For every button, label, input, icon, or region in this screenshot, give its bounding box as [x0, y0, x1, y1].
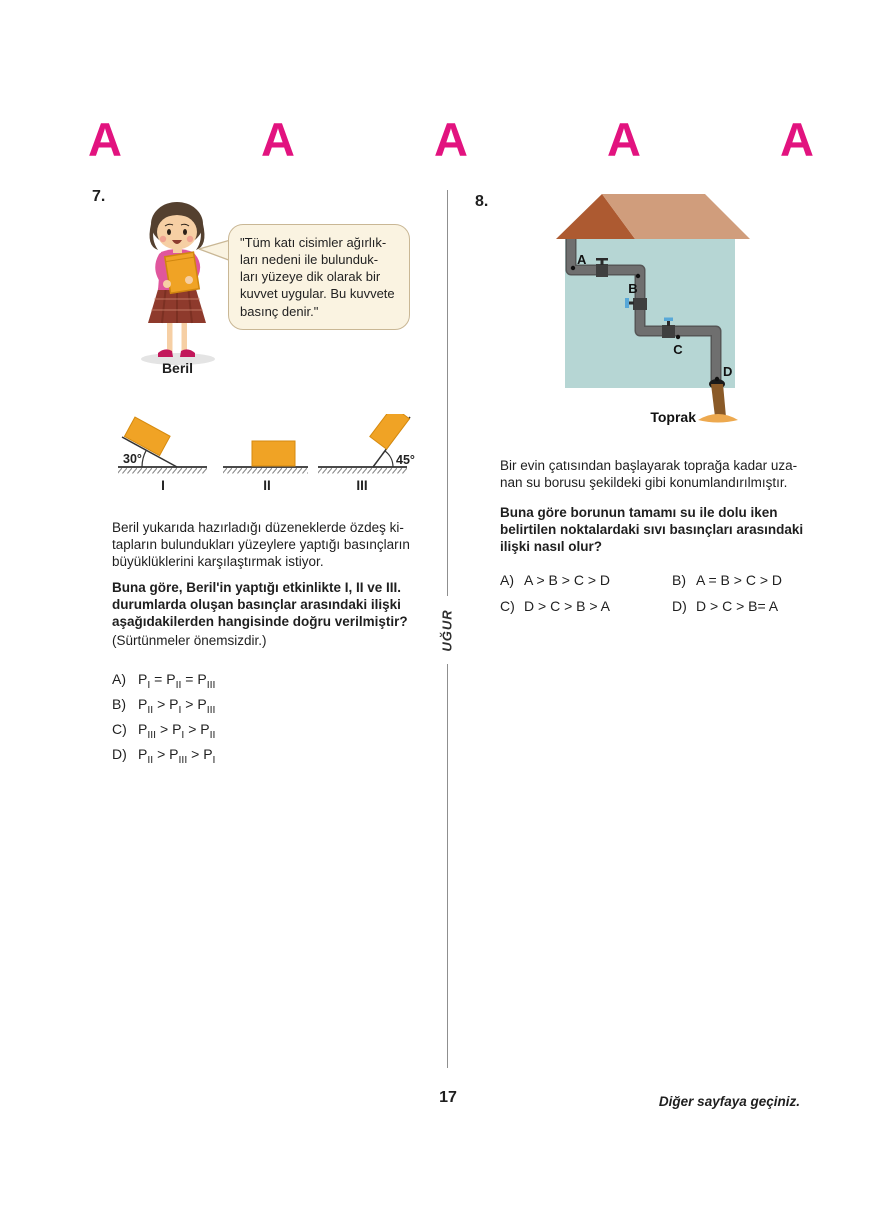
point-d-label: D: [723, 364, 733, 379]
face: [157, 215, 197, 250]
question-7-number: 7.: [92, 188, 106, 205]
option-b: [672, 572, 812, 588]
column-divider: [447, 190, 448, 596]
angle-label: 30°: [123, 452, 142, 466]
question-8-intro: Bir evin çatısından başlayarak toprağa kadar uza- nan su borusu şekildeki gibi konumlandırılmıştır.: [500, 458, 798, 490]
point-c: [676, 335, 680, 339]
publisher-brand: [431, 597, 463, 663]
speaker-name: Beril: [161, 360, 194, 376]
question-7-note: (Sürtünmeler önemsizdir.): [112, 633, 267, 648]
point-c-label: C: [673, 342, 683, 357]
option-text: A > B > C > D: [524, 572, 610, 588]
question-7-stem: Buna göre, Beril'in yaptığı etkinlikte I, II ve III. durumlarda oluşan basınçlar arasındaki ilişki aşağıdakilerden hangisinde doğru verilmiştir?: [112, 580, 408, 629]
alignment-marker-a: A: [88, 113, 122, 166]
question-7-options: [112, 671, 215, 771]
option-letter: C): [112, 721, 127, 737]
book-block: [124, 417, 170, 455]
setup-2: [223, 441, 308, 493]
soil-pipe: [711, 384, 726, 417]
setup-label: III: [356, 478, 368, 493]
option-formula: $P_{II} > P_{III} > P_I$: [138, 746, 216, 766]
book-block: [370, 414, 410, 449]
shoe: [180, 349, 195, 357]
option-a: [112, 671, 216, 691]
option-formula: $P_{III} > P_I > P_{II}$: [138, 721, 216, 741]
option-d: [112, 746, 216, 766]
alignment-marker-a: A: [434, 113, 468, 166]
column-divider: [447, 664, 448, 1068]
option-c: [112, 721, 216, 741]
option-formula: $P_{II} > P_I > P_{III}$: [138, 696, 216, 716]
setup-1: [118, 417, 207, 493]
option-letter: A): [112, 671, 126, 687]
option-letter: D): [672, 598, 687, 614]
option-b: [112, 696, 216, 716]
point-a: [571, 266, 575, 270]
option-letter: A): [500, 572, 514, 588]
question-8-options: [500, 572, 812, 614]
point-b-label: B: [628, 281, 638, 296]
pressure-setups-diagram: [112, 414, 427, 502]
girl-illustration: [120, 196, 235, 371]
option-formula: $P_I = P_{II} = P_{III}$: [138, 671, 216, 691]
speech-bubble: "Tüm katı cisimler ağırlık- ları nedeni ile bulunduk- ları yüzeye dik olarak bir kuvvet uygular. Bu kuvvete basınç denir.": [228, 224, 410, 330]
option-letter: B): [672, 572, 686, 588]
alignment-marker-a: A: [780, 113, 814, 166]
setup-3: [318, 414, 415, 493]
question-8-stem: Buna göre borunun tamamı su ile dolu iken belirtilen noktalardaki sıvı basınçları arasındaki ilişki nasıl olur?: [500, 505, 804, 554]
option-text: A = B > C > D: [696, 572, 782, 588]
option-a: [500, 572, 672, 588]
option-c: [500, 598, 672, 614]
alignment-marker-row: [88, 113, 814, 166]
book: [165, 252, 199, 293]
question-8-number: 8.: [475, 193, 489, 210]
house-pipe-illustration: [540, 186, 770, 428]
option-letter: D): [112, 746, 127, 762]
option-text: D > C > B > A: [524, 598, 610, 614]
alignment-marker-a: A: [607, 113, 641, 166]
option-letter: B): [112, 696, 126, 712]
shoe: [158, 349, 173, 357]
option-text: D > C > B= A: [696, 598, 779, 614]
ground-label: Toprak: [650, 409, 696, 425]
question-7-intro: Beril yukarıda hazırladığı düzeneklerde özdeş ki- tapların bulundukları yüzeylere yaptığı basınçların büyüklüklerini karşılaştırmak istiyor.: [112, 520, 410, 569]
page-number: 17: [439, 1089, 457, 1106]
alignment-marker-a: A: [261, 113, 295, 166]
next-page-note: Diğer sayfaya geçiniz.: [658, 1094, 800, 1109]
option-letter: C): [500, 598, 515, 614]
setup-label: II: [263, 478, 271, 493]
setup-label: I: [161, 478, 165, 493]
angle-label: 45°: [396, 453, 415, 467]
brand-text: UĞUR: [439, 608, 455, 652]
option-d: [672, 598, 812, 614]
book-block: [252, 441, 295, 466]
sand-mound: [698, 414, 738, 423]
house-body: [565, 239, 735, 388]
point-d: [715, 377, 719, 381]
point-a-label: A: [577, 252, 587, 267]
point-b: [636, 274, 640, 278]
